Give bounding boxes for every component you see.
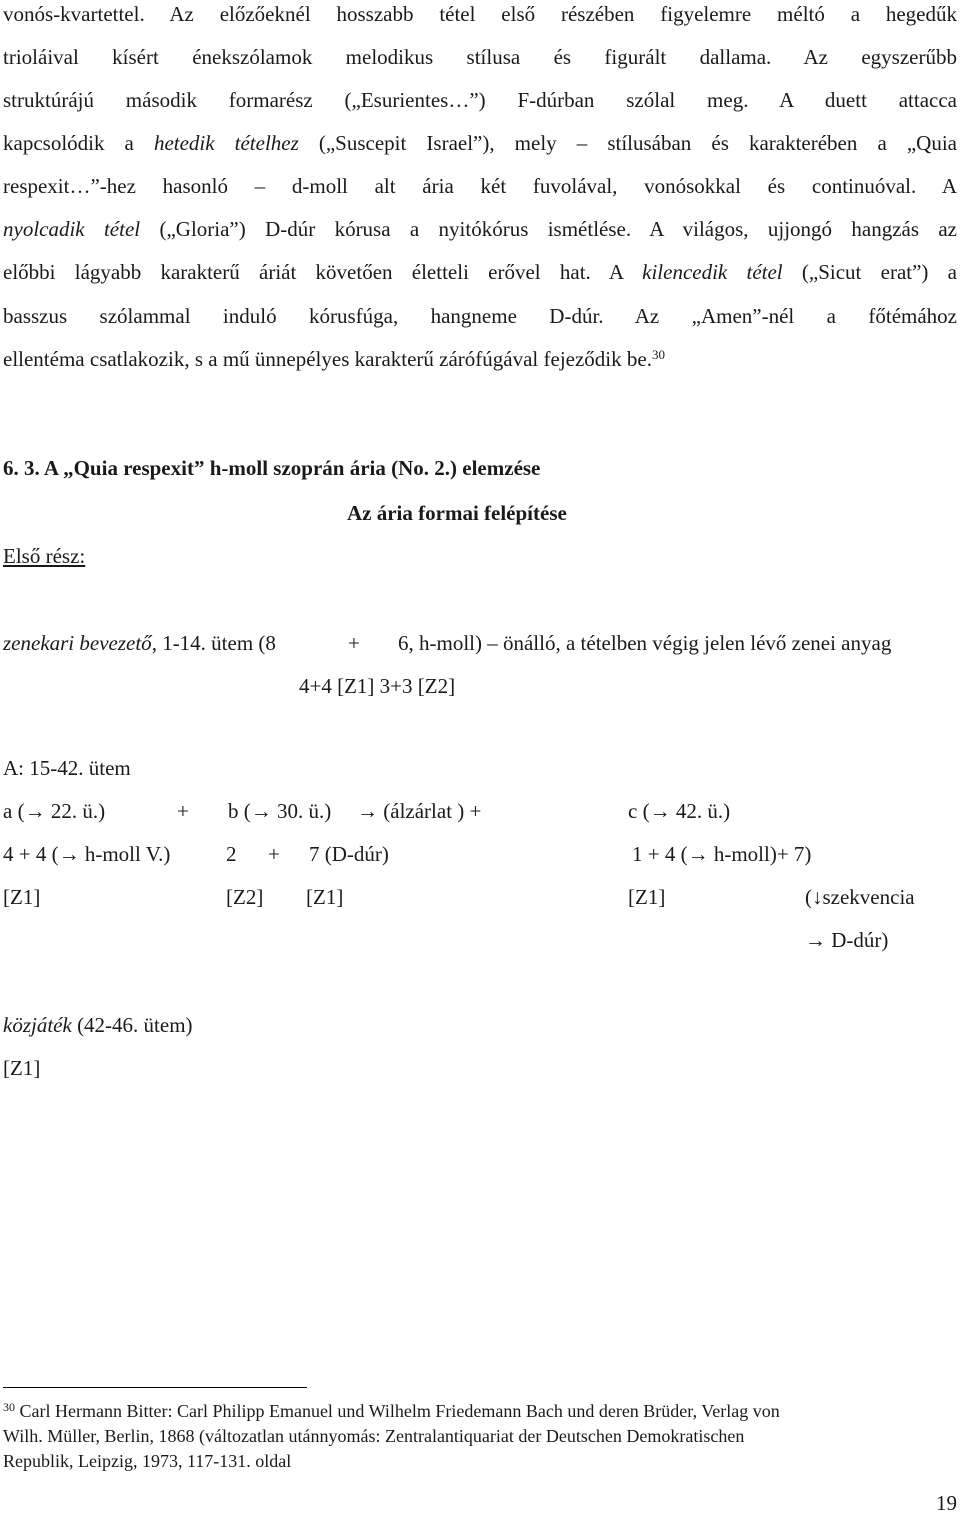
section-a-label: A: 15-42. ütem: [3, 756, 131, 780]
paragraph-line: ellentéma csatlakozik, s a mű ünnepélyes karakterű zárófúgával fejeződik be.$^{30}$: [3, 347, 665, 371]
interlude-line: közjáték (42-46. ütem): [3, 1013, 193, 1037]
plus-sign: +: [177, 799, 189, 823]
b-part: b (→ 30. ü.): [228, 799, 332, 823]
alzarlat: → (álzárlat ) +: [357, 799, 482, 823]
paragraph-line: előbbi lágyabb karakterű áriát követően életteli erővel hat. A kilencedik tétel („Sicut erat”) a: [3, 260, 957, 284]
section-heading: 6. 3. A „Quia respexit” h-moll szoprán ária (No. 2.) elemzése: [3, 456, 541, 480]
c-structure: 1 + 4 (→ h-moll)+ 7): [632, 842, 812, 866]
motif-tag: [Z1]: [3, 885, 41, 909]
sequence-key: → D-dúr): [805, 928, 889, 952]
motif-tag: [Z1]: [628, 885, 666, 909]
footnote-rule: [3, 1387, 307, 1388]
sequence-note: (↓szekvencia: [805, 885, 915, 909]
b-count: 2: [226, 842, 237, 866]
paragraph-line: respexit…”-hez hasonló – d-moll alt ária két fuvolával, vonósokkal és continuóval. A: [3, 174, 957, 198]
paragraph-line: nyolcadik tétel („Gloria”) D-dúr kórusa a nyitókórus ismétlése. A világos, ujjongó hangzás az: [3, 217, 958, 241]
intro-sub: 4+4 [Z1] 3+3 [Z2]: [299, 674, 456, 698]
a-part: a (→ 22. ü.): [3, 799, 106, 823]
paragraph-line: vonós-kvartettel. Az előzőeknél hosszabb tétel első részében figyelemre méltó a hegedűk: [3, 2, 957, 26]
intro-line: zenekari bevezető, 1-14. ütem (8: [3, 631, 276, 655]
plus-sign: +: [348, 631, 360, 655]
paragraph-line: struktúrájú második formarész („Esurientes…”) F-dúrban szólal meg. A duett attacca: [3, 88, 957, 112]
footnote-line: Wilh. Müller, Berlin, 1868 (változatlan utánnyomás: Zentralantiquariat der Deutschen Demokratischen: [3, 1426, 745, 1446]
motif-tag: [Z1]: [3, 1056, 41, 1080]
intro-rest: 6, h-moll) – önálló, a tételben végig jelen lévő zenei anyag: [398, 631, 892, 655]
a-structure: 4 + 4 (→ h-moll V.): [3, 842, 171, 866]
footnote-line: Republik, Leipzig, 1973, 117-131. oldal: [3, 1451, 292, 1471]
paragraph-line: basszus szólammal induló kórusfúga, hangneme D-dúr. Az „Amen”-nél a főtémához: [3, 304, 957, 328]
section-subheading: Az ária formai felépítése: [347, 501, 567, 525]
part-label: Első rész:: [3, 544, 86, 568]
b-key: 7 (D-dúr): [309, 842, 389, 866]
plus-sign: +: [268, 842, 280, 866]
motif-tag: [Z2]: [226, 885, 264, 909]
footnote-number: 30: [3, 1400, 15, 1414]
page-number: 19: [936, 1491, 957, 1515]
motif-tag: [Z1]: [306, 885, 344, 909]
footnote-line: $^{30}$ Carl Hermann Bitter: Carl Philipp Emanuel und Wilhelm Friedemann Bach und deren Brüder, Verlag von: [3, 1400, 780, 1421]
c-part: c (→ 42. ü.): [628, 799, 731, 823]
footnote-ref[interactable]: 30: [651, 347, 665, 362]
paragraph-line: kapcsolódik a hetedik tételhez („Suscepit Israel”), mely – stílusában és karakterében a „Quia: [3, 131, 957, 155]
paragraph-line: trioláival kísért énekszólamok melodikus stílusa és figurált dallama. Az egyszerűbb: [3, 45, 957, 69]
